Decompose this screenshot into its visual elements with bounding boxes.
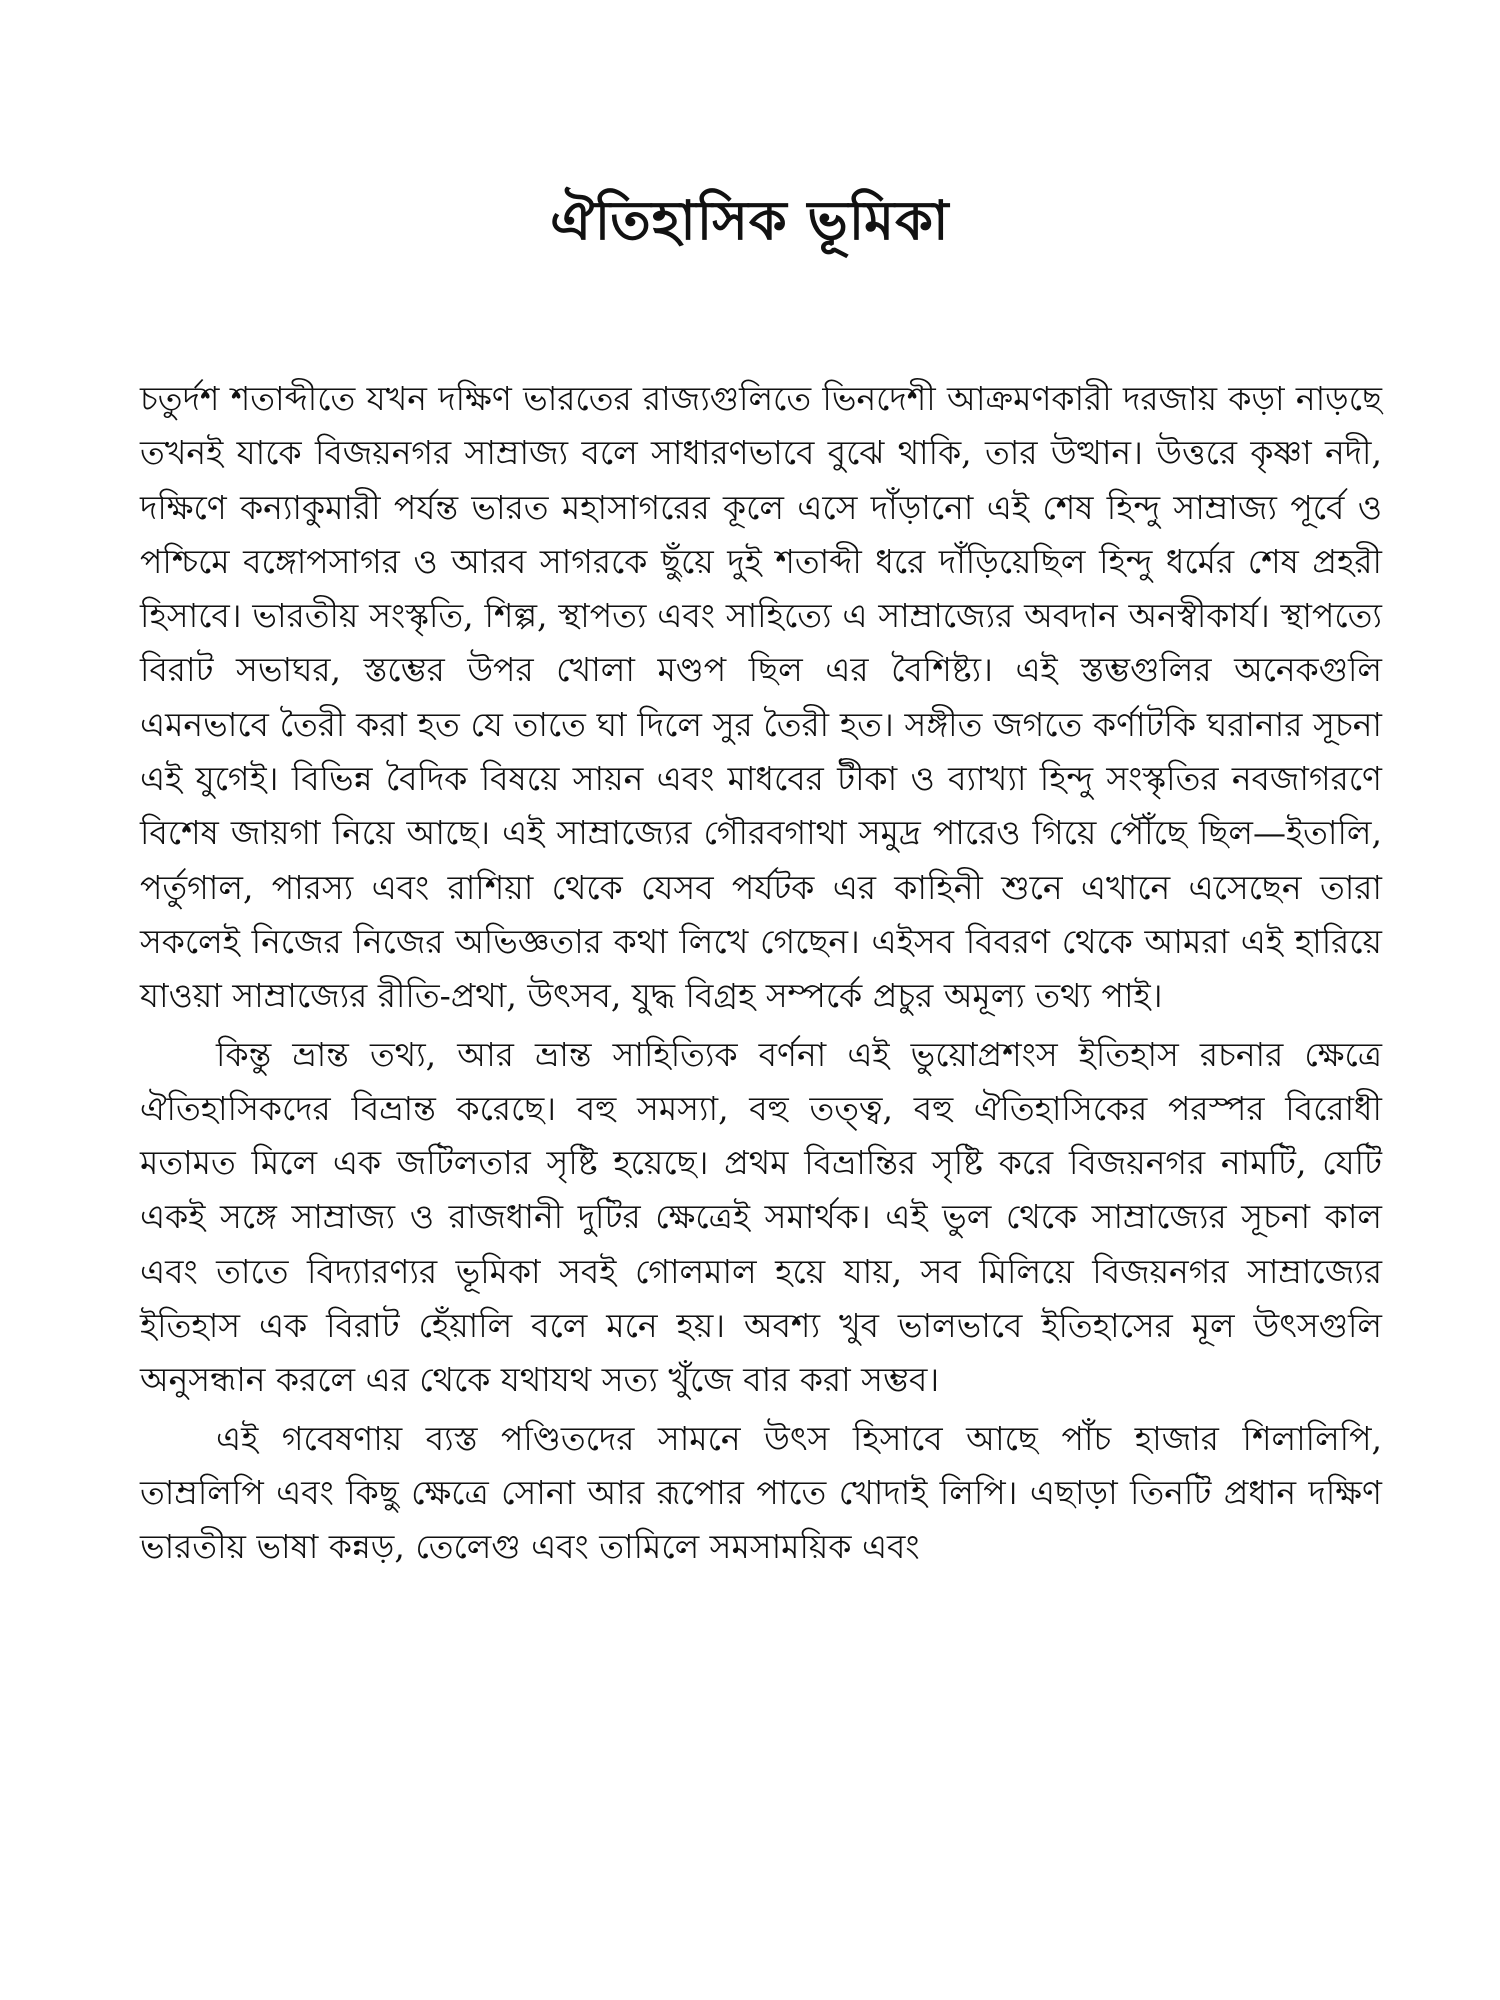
- paragraph-1: চতুর্দশ শতাব্দীতে যখন দক্ষিণ ভারতের রাজ্যগুলিতে ভিনদেশী আক্রমণকারী দরজায় কড়া নাড়ছে তখনই যাকে বিজয়নগর সাম্রাজ্য বলে সাধারণভাবে বুঝে থাকি, তার উত্থান। উত্তরে কৃষ্ণা নদী, দক্ষিণে কন্যাকুমারী পর্যন্ত ভারত মহাসাগরের কূলে এসে দাঁড়ানো এই শেষ হিন্দু সাম্রাজ্য পূর্বে ও পশ্চিমে বঙ্গোপসাগর ও আরব সাগরকে ছুঁয়ে দুই শতাব্দী ধরে দাঁড়িয়েছিল হিন্দু ধর্মের শেষ প্রহরী হিসাবে। ভারতীয় সংস্কৃতি, শিল্প, স্থাপত্য এবং সাহিত্যে এ সাম্রাজ্যের অবদান অনস্বীকার্য। স্থাপত্যে বিরাট সভাঘর, স্তম্ভের উপর খোলা মণ্ডপ ছিল এর বৈশিষ্ট্য। এই স্তম্ভগুলির অনেকগুলি এমনভাবে তৈরী করা হত যে তাতে ঘা দিলে সুর তৈরী হত। সঙ্গীত জগতে কর্ণাটকি ঘরানার সূচনা এই যুগেই। বিভিন্ন বৈদিক বিষয়ে সায়ন এবং মাধবের টীকা ও ব্যাখ্যা হিন্দু সংস্কৃতির নবজাগরণে বিশেষ জায়গা নিয়ে আছে। এই সাম্রাজ্যের গৌরবগাথা সমুদ্র পারেও গিয়ে পৌঁছে ছিল—ইতালি, পর্তুগাল, পারস্য এবং রাশিয়া থেকে যেসব পর্যটক এর কাহিনী শুনে এখানে এসেছেন তারা সকলেই নিজের নিজের অভিজ্ঞতার কথা লিখে গেছেন। এইসব বিবরণ থেকে আমরা এই হারিয়ে যাওয়া সাম্রাজ্যের রীতি-প্রথা, উৎসব, যুদ্ধ বিগ্রহ সম্পর্কে প্রচুর অমূল্য তথ্য পাই।: [140, 379, 1382, 1016]
- chapter-title: ঐতিহাসিক ভূমিকা: [550, 188, 950, 252]
- chapter-body: [140, 372, 1382, 1575]
- paragraph-3: এই গবেষণায় ব্যস্ত পণ্ডিতদের সামনে উৎস হিসাবে আছে পাঁচ হাজার শিলালিপি, তাম্রলিপি এবং কিছু ক্ষেত্রে সোনা আর রূপোর পাতে খোদাই লিপি। এছাড়া তিনটি প্রধান দক্ষিণ ভারতীয় ভাষা কন্নড়, তেলেগু এবং তামিলে সমসাময়িক এবং: [140, 1418, 1382, 1567]
- paragraph-2: কিন্তু ভ্রান্ত তথ্য, আর ভ্রান্ত সাহিত্যিক বর্ণনা এই ভুয়োপ্রশংস ইতিহাস রচনার ক্ষেত্রে ঐতিহাসিকদের বিভ্রান্ত করেছে। বহু সমস্যা, বহু তত্ত্ব, বহু ঐতিহাসিকের পরস্পর বিরোধী মতামত মিলে এক জটিলতার সৃষ্টি হয়েছে। প্রথম বিভ্রান্তির সৃষ্টি করে বিজয়নগর নামটি, যেটি একই সঙ্গে সাম্রাজ্য ও রাজধানী দুটির ক্ষেত্রেই সমার্থক। এই ভুল থেকে সাম্রাজ্যের সূচনা কাল এবং তাতে বিদ্যারণ্যর ভূমিকা সবই গোলমাল হয়ে যায়, সব মিলিয়ে বিজয়নগর সাম্রাজ্যের ইতিহাস এক বিরাট হেঁয়ালি বলে মনে হয়। অবশ্য খুব ভালভাবে ইতিহাসের মূল উৎসগুলি অনুসন্ধান করলে এর থেকে যথাযথ সত্য খুঁজে বার করা সম্ভব।: [140, 1034, 1382, 1400]
